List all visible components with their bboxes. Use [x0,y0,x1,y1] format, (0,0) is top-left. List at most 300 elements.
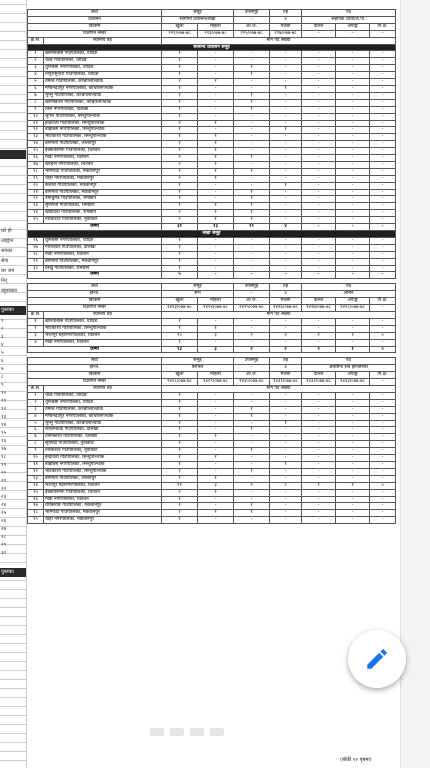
table-cell: १ [162,448,198,455]
table-cell: २ [162,489,198,496]
table-cell: - [198,420,234,427]
table-cell: सुनापती गाउँपालिका, रामेछाप [44,203,162,210]
table-cell: ० [370,482,396,489]
table-cell: २२२/०७७-७८ [162,30,198,37]
table-row [28,141,396,148]
table-cell: २२७/०७७-७८ [270,30,302,37]
strip-line [0,274,26,275]
table-row [28,182,396,189]
table-cell: - [198,503,234,510]
table-cell: – [234,16,270,23]
table-cell: - [336,265,370,272]
strip-line [0,706,26,707]
table-cell: माडी नगरपालिका, चितवन [44,155,162,162]
table-cell: - [370,237,396,244]
table-cell: पद [302,358,396,365]
table-cell: ७ [28,92,44,99]
table-cell: १९ [28,175,44,182]
total-row [28,224,396,231]
strip-line [0,202,26,203]
table-row [28,455,396,462]
table-cell: - [370,406,396,413]
table-cell: - [336,85,370,92]
table-cell: - [302,92,336,99]
table-cell: - [270,51,302,58]
table-cell: - [370,258,396,265]
strip-line [0,31,26,32]
table-cell: १२ [28,468,44,475]
strip-row-number: १६ [1,438,7,444]
table-cell: १ [234,468,270,475]
table-cell: ४ [28,72,44,79]
table-cell: ४ [270,224,302,231]
table-cell: ११ [28,120,44,127]
table-cell: - [336,434,370,441]
table-cell: - [370,155,396,162]
table-cell: - [270,210,302,217]
table-cell: थाक्रे गाउँपालिका, धादिङ [44,392,162,399]
section-title-row [28,44,396,51]
table-cell: - [270,339,302,346]
table-cell: १३ [162,346,198,353]
table-cell: - [270,265,302,272]
table-cell: - [270,392,302,399]
table-cell: - [198,113,234,120]
table-cell: - [270,272,302,279]
table-cell: - [370,175,396,182]
table-cell: - [336,65,370,72]
table-cell: असिष्टेन्ट सब इन्जिनियर [302,365,396,372]
table-cell: - [302,406,336,413]
strip-line [0,616,26,617]
table-cell: सेवा [28,10,162,17]
table-cell: - [198,51,234,58]
table-cell: - [234,318,270,325]
table-cell: मधेसी [270,298,302,305]
table-cell: - [370,79,396,86]
table-cell: १४ [28,141,44,148]
table-row [28,120,396,127]
strip-line [0,688,26,689]
table-cell: १ [162,189,198,196]
table-cell: - [270,134,302,141]
table-cell: - [336,392,370,399]
table-cell: - [270,441,302,448]
table-cell: - [370,462,396,469]
strip-line [0,112,26,113]
table-cell: ३ [198,482,234,489]
table-cell: - [370,496,396,503]
table-cell: १४२८/०७७-७८ [336,305,370,312]
table-cell: १ [198,455,234,462]
table-cell: थाहा नगरपालिका, मकवानपुर [44,517,162,524]
table-cell: सामान्य प्रशासन/लेखा [162,16,234,23]
left-page-strip [0,0,27,768]
table-cell: १ [162,127,198,134]
table-cell: १ [162,58,198,65]
table-cell: पद [302,284,396,291]
table-cell: तह [270,284,302,291]
table-cell: - [198,413,234,420]
table-cell: - [302,503,336,510]
table-cell: - [270,517,302,524]
strip-line [0,103,26,104]
table-cell: १ [162,475,198,482]
table-cell: - [302,134,336,141]
table-cell: ५ [162,272,198,279]
table-cell: १ [162,106,198,113]
table-cell: - [270,175,302,182]
table-cell: - [370,413,396,420]
strip-row-number: २१ [1,478,7,484]
table-cell: - [270,258,302,265]
table-cell: - [234,392,270,399]
table-cell: - [234,58,270,65]
strip-row-number: ११ [1,398,7,404]
table-cell: १ [234,168,270,175]
table-cell: - [336,510,370,517]
table-cell: त्रिपुरासुन्दरी गाउँपालिका, धादिङ [44,72,162,79]
strip-line [0,562,26,563]
table-cell: १४२८/०७७-७८ [162,379,198,386]
table-cell: - [370,65,396,72]
strip-label: निर् [1,278,8,284]
table-cell: तारकेश्वर गाउँपालिका, नुवाकोट [44,448,162,455]
table-cell: किर्ने नगरपालिका, दोलखा [44,106,162,113]
table-cell: १ [162,85,198,92]
table-cell: स्थानीय तह [44,37,162,44]
table-row [28,406,396,413]
table-cell: - [302,189,336,196]
table-row [28,332,396,339]
table-cell: १ [198,79,234,86]
table-cell: १ [162,517,198,524]
table-cell: १ [28,51,44,58]
table-cell: तह [270,10,302,17]
header-row [28,30,396,37]
table-cell: पि.क्षे. [370,23,396,30]
strip-line [0,175,26,176]
table-cell: १ [162,113,198,120]
table-cell: १ [162,258,198,265]
table-cell: - [336,196,370,203]
table-cell: - [270,399,302,406]
strip-line [0,679,26,680]
strip-row-number: ५ [1,350,4,356]
table-cell: - [234,237,270,244]
table-cell: कैलाश गाउँपालिका, मकवानपुर [44,182,162,189]
table-cell: माडी नगरपालिका, चितवन [44,496,162,503]
table-row [28,392,396,399]
table-cell: - [302,79,336,86]
table-cell: २५ [28,217,44,224]
table-cell: - [370,251,396,258]
table-cell: – [370,379,396,386]
edit-button[interactable] [348,630,406,688]
strip-line [0,256,26,257]
table-cell: १ [162,134,198,141]
strip-line [0,193,26,194]
strip-row-number: २५ [1,510,7,516]
table-cell: २ [162,175,198,182]
table-cell: - [198,406,234,413]
table-cell: - [302,224,336,231]
table-cell: - [370,318,396,325]
header-row [28,305,396,312]
continued-note: (बाँकी १२ पृष्ठमा) [340,757,372,763]
table-cell: - [302,244,336,251]
total-row [28,272,396,279]
strip-row-number: १ [1,318,4,324]
table-cell: भोटेकोशी गाउँपालिका, सिन्धुपाल्चोक [44,325,162,332]
table-cell: विज्ञापन नम्बर [28,379,162,386]
strip-line [0,13,26,14]
table-cell: २ [162,510,198,517]
table-cell: - [198,196,234,203]
table-cell: - [270,99,302,106]
table-cell: - [302,175,336,182]
table-cell: - [336,155,370,162]
table-cell: १४२९/०७७-७८ [198,379,234,386]
strip-section-head: पुस्तका [0,306,26,315]
table-cell: - [198,99,234,106]
table-cell: - [336,427,370,434]
table-cell: - [270,413,302,420]
table-cell: - [336,224,370,231]
table-cell: आ.ज. [234,23,270,30]
table-cell: १६ [28,496,44,503]
table-cell: सेवा [28,284,162,291]
table-cell: ९ [28,448,44,455]
table-cell: - [370,441,396,448]
table-cell: - [198,72,234,79]
table-cell: - [302,272,336,279]
table-cell: भीमफेदी गाउँपालिका, मकवानपुर [44,168,162,175]
table-cell: १७ [28,503,44,510]
table-cell: - [336,517,370,524]
table-cell: - [270,189,302,196]
table-cell: समूह [162,10,234,17]
table-cell: - [270,92,302,99]
table-cell: सहायक चौथो/ले.पा. [302,16,396,23]
table-cell: १ [162,420,198,427]
table-cell: किसिम [28,23,162,30]
table-cell: धुनिबेंसी नगरपालिका, धादिङ [44,399,162,406]
table-cell: विज्ञापन नम्बर [28,305,162,312]
table-cell: - [336,420,370,427]
strip-line [0,697,26,698]
table-cell: - [370,448,396,455]
table-cell: - [302,392,336,399]
table-row [28,161,396,168]
table-cell: - [234,113,270,120]
strip-line [0,760,26,761]
table-cell: स्थानीय तह [44,386,162,393]
table-cell: १ [270,85,302,92]
strip-row-number: २० [1,470,7,476]
table-cell: २ [162,217,198,224]
header-row [28,372,396,379]
table-cell: खुला [162,298,198,305]
table-cell: १ [162,434,198,441]
table-cell: १ [198,155,234,162]
table-cell: सूर्यगढी गाउँपालिका, नुवाकोट [44,441,162,448]
table-cell: १ [270,462,302,469]
strip-line [0,661,26,662]
table-cell: अमिन [302,291,396,298]
table-cell: १ [162,468,198,475]
column-head-row [28,311,396,318]
table-cell: १ [234,196,270,203]
table-cell: १ [234,203,270,210]
table-cell: ७ [28,434,44,441]
strip-line [0,580,26,581]
table-cell: - [370,168,396,175]
table-cell: १८ [28,168,44,175]
table-cell: - [234,251,270,258]
table-cell: - [302,448,336,455]
table-cell: खाँडादेवी गाउँपालिका, रामेछाप [44,210,162,217]
header-row [28,10,396,17]
table-cell: - [270,244,302,251]
table-cell: सिभिल [162,365,234,372]
strip-line [0,148,26,149]
table-cell: - [198,251,234,258]
table-cell: - [336,141,370,148]
table-cell: - [234,182,270,189]
table-row [28,51,396,58]
strip-label: का जम [1,268,15,274]
vacancy-table [27,357,396,524]
table-cell: २ [270,482,302,489]
table-row [28,244,396,251]
table-cell: - [370,148,396,155]
table-cell: - [198,127,234,134]
table-cell: - [270,79,302,86]
table-cell: २ [270,346,302,353]
table-cell: समूह [162,358,234,365]
table-cell: महिला [198,372,234,379]
table-cell: मण्डनदेउपुर नगरपालिका, काभ्रेपलाञ्चोक [44,85,162,92]
table-cell: १ [162,265,198,272]
table-cell: १४३२/०७७-७८ [302,379,336,386]
table-cell: - [370,92,396,99]
table-cell: - [302,148,336,155]
table-cell: - [234,455,270,462]
strip-row-number: १३ [1,414,7,420]
header-row [28,291,396,298]
strip-row-number: २ [1,326,4,332]
strip-line [0,508,26,509]
strip-line [0,265,26,266]
table-cell: १४२७/०७७-७८ [302,305,336,312]
strip-row-number: ४ [1,342,4,348]
table-cell: १ [28,392,44,399]
table-row [28,92,396,99]
table-cell: २२३/०७७-७८ [198,30,234,37]
strip-row-number: १२ [1,406,7,412]
table-cell: - [302,182,336,189]
table-row [28,475,396,482]
section-title: लेखा समूह [28,231,396,238]
table-cell: धुनिबेंसी नगरपालिका, धादिङ [44,65,162,72]
header-row [28,358,396,365]
table-cell: - [198,496,234,503]
table-row [28,413,396,420]
table-cell: बाह्रबिसे नगरपालिका, सिन्धुपाल्चोक [44,462,162,469]
table-cell: १ [162,72,198,79]
table-cell: - [302,318,336,325]
table-cell: - [336,79,370,86]
table-cell: १ [162,406,198,413]
table-cell: - [302,265,336,272]
table-cell: - [198,265,234,272]
table-cell: तामाकोशी गाउँपालिका, दोलखा [44,434,162,441]
table-cell: - [234,148,270,155]
table-cell: १ [162,413,198,420]
table-cell: अपाङ्ग [336,23,370,30]
table-cell: - [370,475,396,482]
table-row [28,441,396,448]
table-cell: - [370,434,396,441]
table-cell: ६ [28,85,44,92]
table-cell: - [302,168,336,175]
table-cell: - [234,325,270,332]
table-cell: दलित [302,298,336,305]
table-cell: २८ [28,251,44,258]
table-cell: पद [302,10,396,17]
table-cell: - [370,339,396,346]
table-cell: १ [270,420,302,427]
table-cell: १ [162,237,198,244]
table-cell: - [336,475,370,482]
table-cell: २३ [28,203,44,210]
table-cell: - [370,510,396,517]
table-cell: बागमती गाउँपालिका, ललितपुर [44,141,162,148]
table-cell: २ [162,155,198,162]
table-cell: - [370,325,396,332]
table-cell: - [370,113,396,120]
table-cell: १३ [28,134,44,141]
strip-line [0,733,26,734]
table-cell: - [302,85,336,92]
table-cell: - [370,224,396,231]
table-cell: १ [336,332,370,339]
table-cell: ८ [28,99,44,106]
table-cell: - [302,217,336,224]
table-cell: - [270,427,302,434]
table-cell: १ [162,503,198,510]
strip-label: को हो [1,228,12,234]
table-cell: २ [302,346,336,353]
table-cell: - [234,127,270,134]
table-row [28,510,396,517]
strip-row-number: १७ [1,446,7,452]
table-cell: - [302,120,336,127]
table-cell: - [302,72,336,79]
table-cell: - [270,475,302,482]
table-cell: - [198,448,234,455]
table-cell: माग पद संख्या [162,37,396,44]
table-cell: ६ [28,427,44,434]
table-cell: - [270,203,302,210]
table-cell: १२ [28,127,44,134]
table-cell: १ [198,510,234,517]
table-cell: - [302,106,336,113]
table-cell: क्र.सं. [28,386,44,393]
table-cell: १ [162,203,198,210]
table-cell: - [302,251,336,258]
